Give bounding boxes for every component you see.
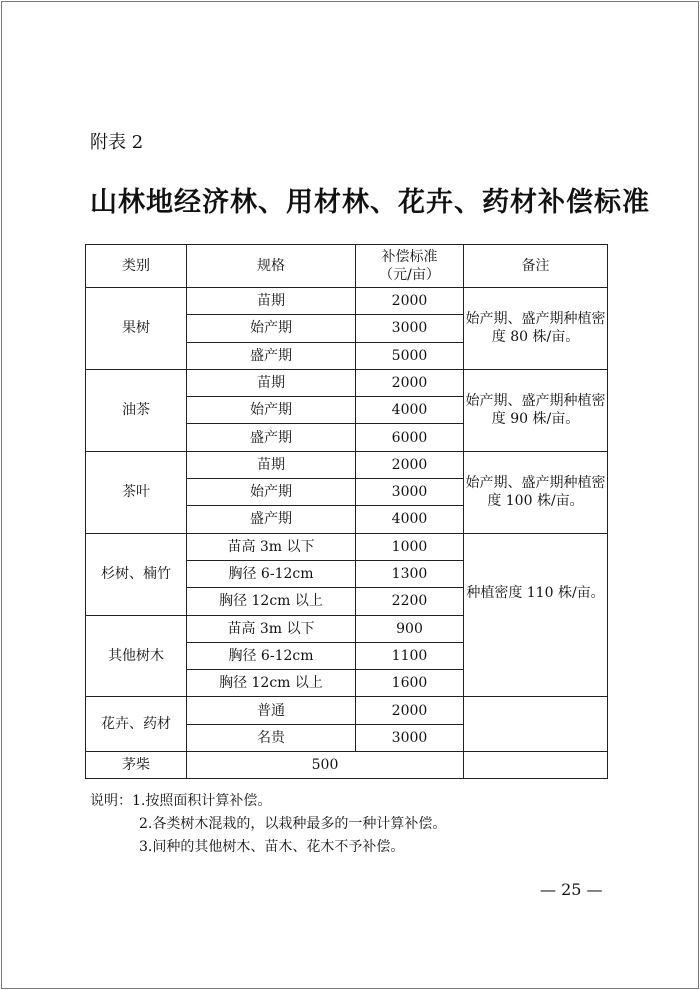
value-cell: 2200 [356,588,464,615]
value-cell: 6000 [356,424,464,451]
table-row [86,451,608,478]
spec-cell: 苗高 3m 以下 [187,615,356,642]
notes-prefix: 说明： [90,793,132,809]
table-row [86,369,608,396]
value-cell: 4000 [356,397,464,424]
value-cell: 1600 [356,670,464,697]
remark-cell: 始产期、盛产期种植密度 90 株/亩。 [464,369,608,451]
table-row [86,697,608,724]
page-number: — 25 — [540,880,603,899]
header-standard-line1: 补偿标准 [381,248,438,265]
header-category: 类别 [86,245,187,288]
header-spec: 规格 [187,245,356,288]
value-cell: 5000 [356,342,464,369]
note-item: 1.按照面积计算补偿。 [132,793,272,809]
note-item: 3.间种的其他树木、苗木、花木不予补偿。 [139,839,405,855]
empty-remark-cell [464,697,608,752]
spec-cell: 盛产期 [187,506,356,533]
spec-cell: 胸径 6-12cm [187,560,356,587]
category-cell: 杉树、楠竹 [86,533,187,615]
empty-remark-cell [464,752,608,779]
value-cell: 900 [356,615,464,642]
table-header-row [86,245,608,288]
appendix-label: 附表 2 [90,132,144,153]
value-cell: 3000 [356,315,464,342]
spec-cell: 胸径 12cm 以上 [187,588,356,615]
table-row [86,288,608,315]
spec-cell: 普通 [187,697,356,724]
header-standard-line2: （元/亩） [379,267,440,283]
spec-cell: 苗期 [187,288,356,315]
category-cell: 花卉、药材 [86,697,187,752]
value-cell: 3000 [356,724,464,751]
category-cell: 茅柴 [86,752,187,779]
spec-cell: 胸径 6-12cm [187,642,356,669]
spec-cell: 苗期 [187,369,356,396]
value-cell: 2000 [356,451,464,478]
category-cell: 油茶 [86,369,187,451]
shared-remark-cell: 种植密度 110 株/亩。 [464,533,608,697]
category-cell: 果树 [86,288,187,370]
spec-cell: 始产期 [187,315,356,342]
compensation-table [85,244,608,779]
spec-cell: 胸径 12cm 以上 [187,670,356,697]
value-cell: 3000 [356,479,464,506]
remark-cell: 始产期、盛产期种植密度 100 株/亩。 [464,451,608,533]
remark-cell: 始产期、盛产期种植密度 80 株/亩。 [464,288,608,370]
value-cell: 2000 [356,288,464,315]
firewood-value-cell: 500 [187,752,464,779]
category-cell: 茶叶 [86,451,187,533]
spec-cell: 盛产期 [187,424,356,451]
spec-cell: 苗期 [187,451,356,478]
note-line-1 [90,790,446,813]
value-cell: 2000 [356,697,464,724]
document-title: 山林地经济林、用材林、花卉、药材补偿标准 [90,187,650,218]
spec-cell: 盛产期 [187,342,356,369]
header-standard [356,245,464,288]
table-row [86,533,608,560]
note-item: 2.各类树木混栽的，以栽种最多的一种计算补偿。 [139,816,447,832]
spec-cell: 名贵 [187,724,356,751]
header-remark: 备注 [464,245,608,288]
value-cell: 2000 [356,369,464,396]
table-row [86,752,608,779]
spec-cell: 始产期 [187,479,356,506]
value-cell: 1300 [356,560,464,587]
spec-cell: 始产期 [187,397,356,424]
value-cell: 4000 [356,506,464,533]
spec-cell: 苗高 3m 以下 [187,533,356,560]
notes [90,790,446,859]
value-cell: 1100 [356,642,464,669]
category-cell: 其他树木 [86,615,187,697]
value-cell: 1000 [356,533,464,560]
